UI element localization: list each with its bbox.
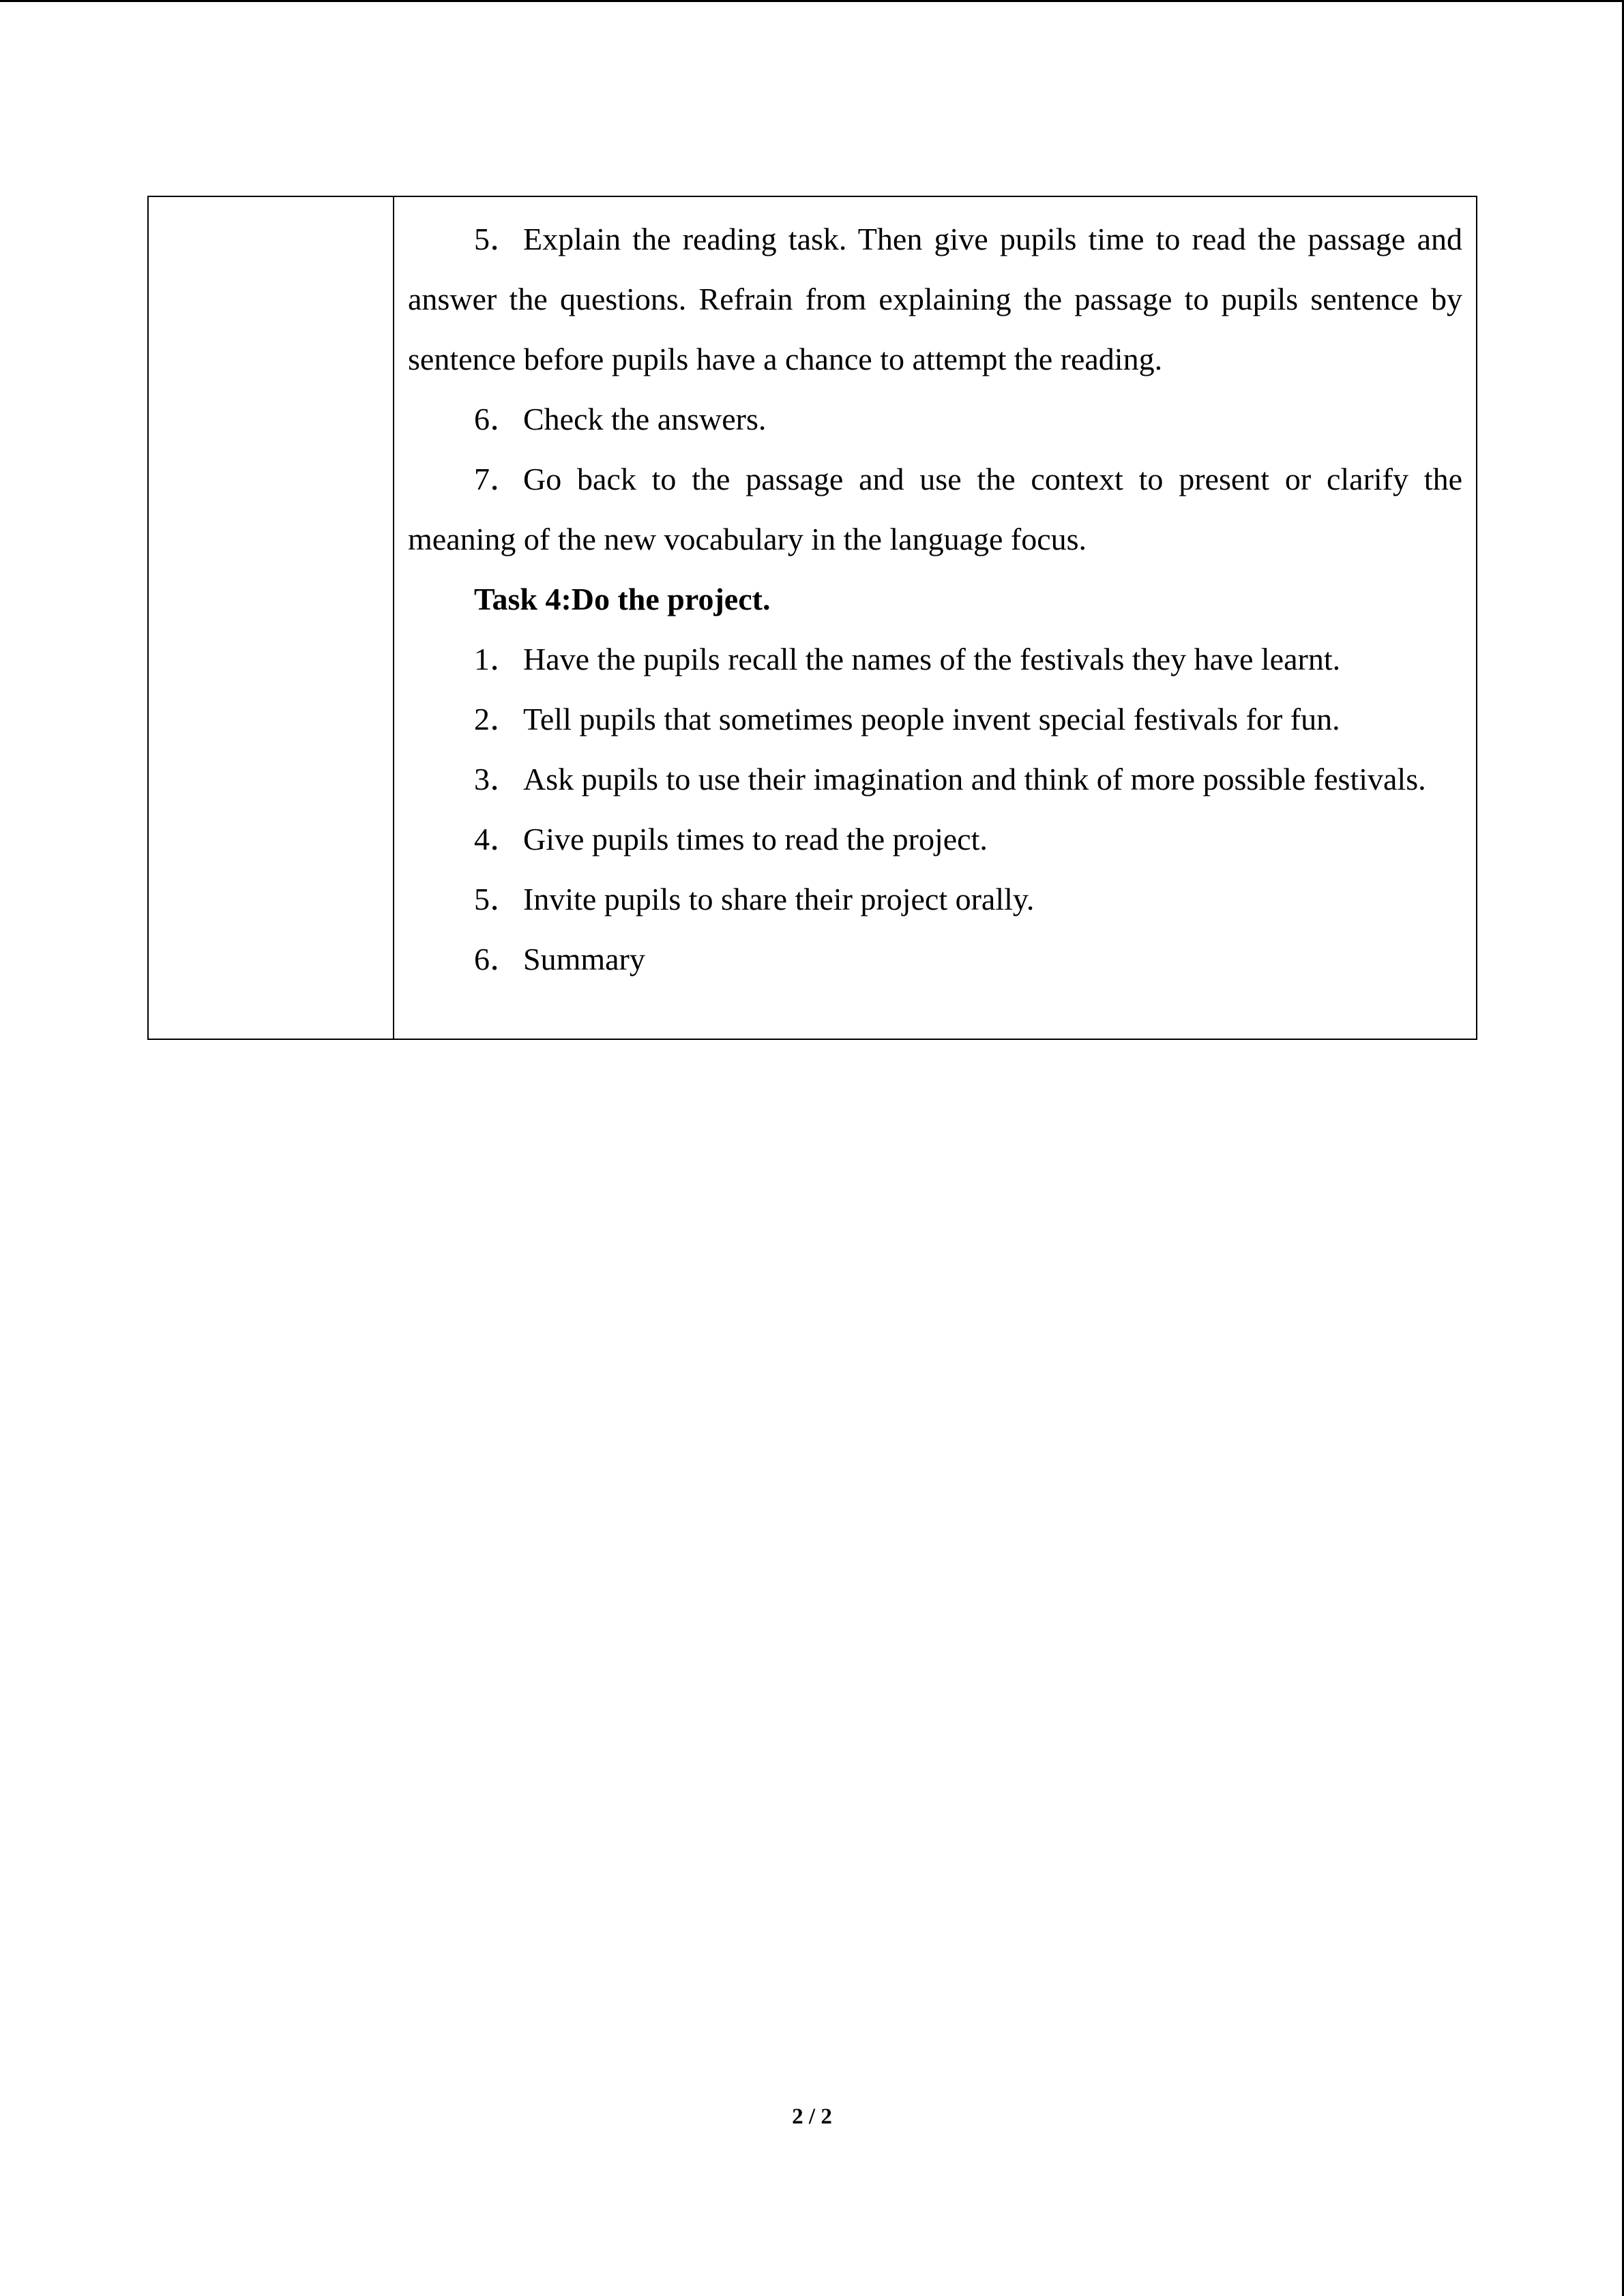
page-number: 2 / 2 <box>792 2104 832 2129</box>
step-paragraph <box>408 689 1462 749</box>
step-text: Explain the reading task. Then give pupils time to read the passage and answer the questions. Refrain from explaining the passage to pupils sentence by sentence before pupils have a chance to attempt the reading. <box>408 222 1462 376</box>
step-number: 3． <box>474 762 521 796</box>
step-text: Invite pupils to share their project orally. <box>523 882 1035 916</box>
step-paragraph <box>408 749 1462 809</box>
task-4-heading: Task 4:Do the project. <box>474 582 771 616</box>
step-paragraph <box>408 449 1462 569</box>
step-text: Tell pupils that sometimes people invent special festivals for fun. <box>523 702 1340 736</box>
step-number: 1． <box>474 642 521 676</box>
procedure-cell <box>394 196 1477 1039</box>
step-text: Have the pupils recall the names of the festivals they have learnt. <box>523 642 1341 676</box>
step-paragraph <box>408 869 1462 929</box>
step-number: 5． <box>474 222 521 256</box>
step-paragraph <box>408 389 1462 449</box>
step-number: 4． <box>474 822 521 856</box>
step-number: 5． <box>474 882 521 916</box>
page-top-border <box>0 0 1624 2</box>
step-paragraph <box>408 809 1462 869</box>
step-text: Go back to the passage and use the context to present or clarify the meaning of the new vocabulary in the language focus. <box>408 462 1462 556</box>
step-text: Give pupils times to read the project. <box>523 822 988 856</box>
step-text: Summary <box>523 942 645 976</box>
procedure-content <box>394 197 1476 989</box>
lesson-plan-table <box>147 196 1477 1040</box>
step-text: Ask pupils to use their imagination and think of more possible festivals. <box>523 762 1426 796</box>
step-number: 6． <box>474 402 521 436</box>
step-paragraph <box>408 929 1462 989</box>
step-number: 6． <box>474 942 521 976</box>
left-cell <box>148 196 394 1039</box>
table-row <box>148 196 1477 1039</box>
step-number: 7． <box>474 462 521 496</box>
step-number: 2． <box>474 702 521 736</box>
step-paragraph <box>408 629 1462 689</box>
step-paragraph <box>408 209 1462 389</box>
step-text: Check the answers. <box>523 402 767 436</box>
